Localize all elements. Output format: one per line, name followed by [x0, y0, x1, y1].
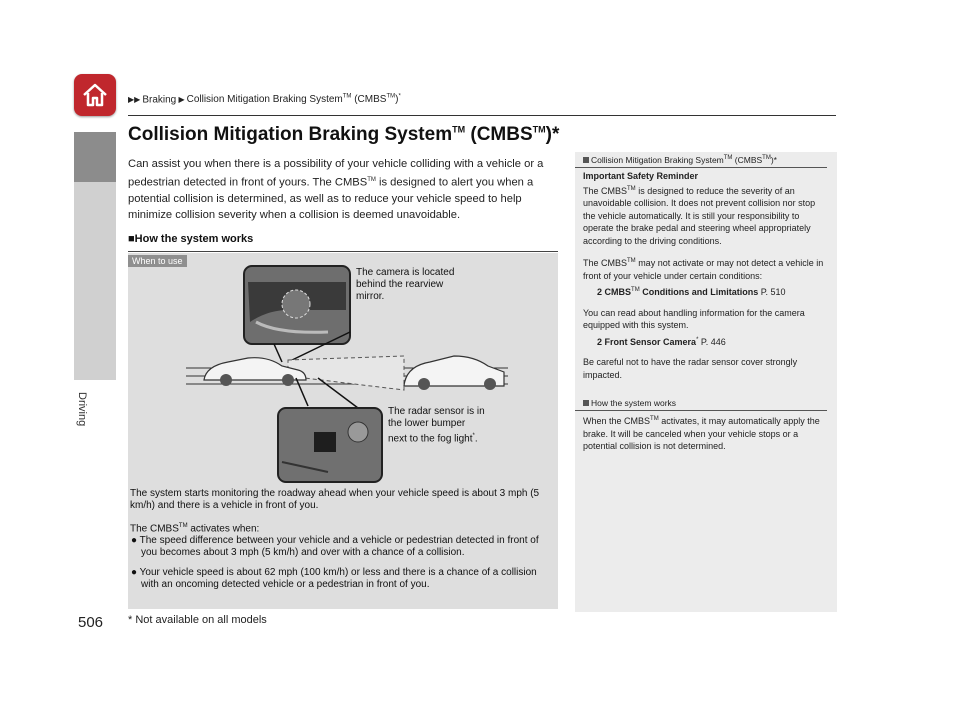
note-paragraph: The CMBS™ is designed to reduce the severity of an unavoidable collision. It does not prevent collision nor stop the vehicle automatically. It is still your responsibility to operate the brake pedal and steering wheel appropriately according to the driving conditions.	[583, 185, 816, 246]
bullet-item: ● Your vehicle speed is about 62 mph (100 km/h) or less and there is a chance of a collision with an oncoming detected vehicle or a pedestrian in front of you.	[131, 567, 537, 591]
note-header-cmbs: Collision Mitigation Braking System™ (CMBS™)*	[575, 152, 827, 168]
note-paragraph: Be careful not to have the radar sensor cover strongly impacted.	[583, 357, 798, 380]
camera-caption: The camera is located behind the rearview mirror.	[356, 267, 455, 302]
breadcrumb-arrow-icon: ▶	[176, 95, 185, 105]
breadcrumb-arrow-icon: ▶▶	[128, 95, 141, 105]
camera-lens-icon	[282, 290, 310, 318]
breadcrumb-braking[interactable]: Braking	[142, 94, 177, 106]
info-box-text	[130, 488, 556, 599]
ref-arrow-icon: 2	[597, 287, 603, 297]
note-header-how: How the system works	[575, 395, 827, 411]
note-body-how	[575, 411, 837, 453]
system-illustration	[178, 262, 508, 484]
square-bullet-icon: ■	[128, 233, 135, 245]
radar-caption: The radar sensor is in the lower bumper next to the fog light*.	[388, 406, 485, 445]
intro-paragraph: Can assist you when there is a possibility of your vehicle colliding with a vehicle or a pedestrian detected in front of yours. The CMBS™ is designed to alert you when a potential collision is determined, as well as to reduce your vehicle speed to help minimize collision severity when a collision is deemed unavoidable.	[128, 158, 544, 221]
ref-link-front-sensor-camera[interactable]: 2 Front Sensor Camera* P. 446	[597, 336, 726, 347]
activates-heading: The CMBS™ activates when:	[130, 523, 260, 535]
breadcrumb	[128, 94, 401, 105]
note-paragraph: You can read about handling information for the camera equipped with this system.	[583, 307, 805, 330]
home-icon	[80, 80, 110, 110]
when-to-use-tag: When to use	[128, 255, 187, 267]
radar-sensor-icon	[314, 432, 336, 452]
note-body-cmbs	[575, 168, 837, 381]
section-rule	[128, 251, 558, 252]
footnote: * Not available on all models	[128, 614, 267, 626]
page-title: Collision Mitigation Braking System™ (CMBS™)*	[128, 124, 560, 145]
notes-column	[575, 152, 837, 612]
breadcrumb-cmbs[interactable]: Collision Mitigation Braking System™ (CMBS™)*	[186, 94, 401, 106]
note-marker-icon	[583, 157, 589, 163]
side-tab-driving[interactable]	[74, 182, 116, 380]
note-paragraph: The CMBS™ may not activate or may not detect a vehicle in front of your vehicle under certain conditions:	[583, 258, 824, 281]
monitoring-paragraph: The system starts monitoring the roadway ahead when your vehicle speed is about 3 mph (5 km/h) and there is a vehicle in front of you.	[130, 488, 540, 511]
side-label: Driving	[76, 392, 88, 427]
dot-icon: ●	[131, 567, 140, 579]
ref-link-conditions[interactable]: 2 CMBS™ Conditions and Limitations P. 510	[597, 287, 786, 297]
header-rule	[128, 115, 836, 116]
dot-icon: ●	[131, 535, 140, 547]
note-marker-icon	[583, 400, 589, 406]
page-number: 506	[78, 614, 104, 631]
note-paragraph: When the CMBS™ activates, it may automatically apply the brake. It will be canceled when your vehicle stops or a potential collision is not determined.	[583, 416, 820, 451]
ref-arrow-icon: 2	[597, 336, 603, 347]
safety-reminder-heading: Important Safety Reminder	[583, 171, 699, 181]
section-heading: ■How the system works	[128, 233, 254, 245]
side-tab-active	[74, 132, 116, 182]
bullet-item: ● The speed difference between your vehicle and a vehicle or pedestrian detected in front of you becomes about 3 mph (5 km/h) and over with a chance of a collision.	[131, 535, 539, 559]
home-button[interactable]	[74, 74, 116, 116]
